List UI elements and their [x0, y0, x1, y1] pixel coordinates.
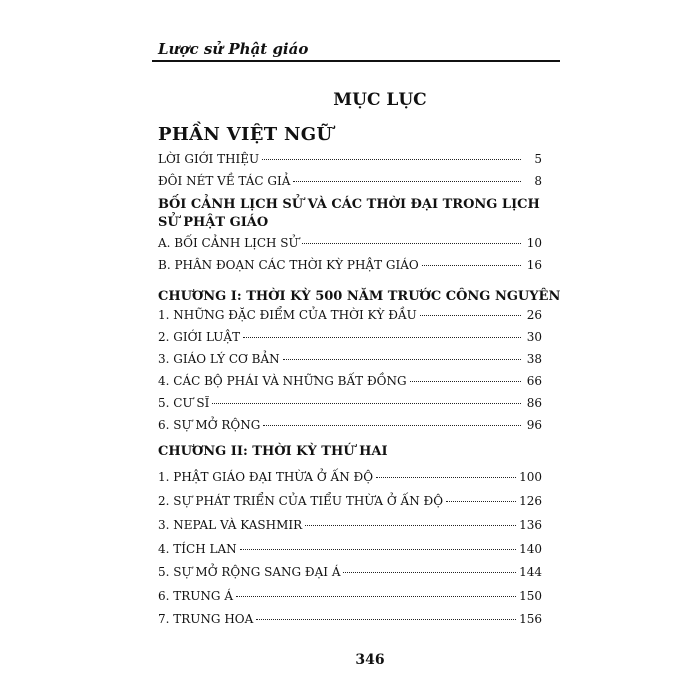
entry-page-number: 26	[526, 308, 542, 322]
dot-leader	[256, 619, 516, 620]
entry-label: 6. SỰ MỞ RỘNG	[158, 418, 261, 432]
dot-leader	[376, 477, 516, 478]
toc-entry	[158, 542, 542, 560]
dot-leader	[263, 425, 521, 426]
entry-page-number: 8	[534, 174, 542, 188]
entry-label: ĐÔI NÉT VỀ TÁC GIẢ	[158, 174, 291, 188]
entry-label: 5. SỰ MỞ RỘNG SANG ĐẠI Á	[158, 565, 341, 579]
toc-entry	[158, 589, 542, 607]
dot-leader	[236, 596, 516, 597]
dot-leader	[262, 159, 521, 160]
toc-entry	[158, 330, 542, 348]
dot-leader	[302, 243, 521, 244]
part-title: PHẦN VIỆT NGỮ	[158, 124, 333, 145]
page-number: 346	[355, 652, 385, 668]
entry-page-number: 150	[519, 589, 542, 603]
entry-label: 3. GIÁO LÝ CƠ BẢN	[158, 352, 280, 366]
entry-label: 6. TRUNG Á	[158, 589, 233, 603]
dot-leader	[410, 381, 521, 382]
toc-entry	[158, 396, 542, 414]
toc-entry	[158, 308, 542, 326]
dot-leader	[293, 181, 521, 182]
toc-entry	[158, 418, 542, 436]
entry-label: 7. TRUNG HOA	[158, 612, 254, 626]
toc-entry	[158, 494, 542, 512]
toc-title: MỤC LỤC	[333, 90, 427, 110]
dot-leader	[212, 403, 521, 404]
entry-page-number: 136	[519, 518, 542, 532]
entry-page-number: 140	[519, 542, 542, 556]
entry-page-number: 96	[526, 418, 542, 432]
toc-entry	[158, 352, 542, 370]
entry-label: 4. CÁC BỘ PHÁI VÀ NHỮNG BẤT ĐỒNG	[158, 374, 407, 388]
dot-leader	[283, 359, 521, 360]
section-heading: BỐI CẢNH LỊCH SỬ VÀ CÁC THỜI ĐẠI TRONG LỊCH SỬ PHẬT GIÁO	[158, 197, 540, 230]
dot-leader	[305, 525, 516, 526]
entry-label: A. BỐI CẢNH LỊCH SỬ	[158, 236, 299, 250]
toc-entry	[158, 152, 542, 170]
toc-entry	[158, 374, 542, 392]
entry-label: 1. PHẬT GIÁO ĐẠI THỪA Ở ẤN ĐỘ	[158, 470, 374, 484]
toc-entry	[158, 565, 542, 583]
entry-page-number: 156	[519, 612, 542, 626]
header-rule	[152, 60, 560, 62]
entry-page-number: 5	[534, 152, 542, 166]
toc-entry	[158, 518, 542, 536]
entry-page-number: 100	[519, 470, 542, 484]
toc-entry	[158, 258, 542, 276]
entry-page-number: 86	[526, 396, 542, 410]
dot-leader	[240, 549, 516, 550]
toc-entry	[158, 470, 542, 488]
entry-label: 5. CƯ SĨ	[158, 396, 210, 410]
entry-page-number: 16	[526, 258, 542, 272]
running-header: Lược sử Phật giáo	[158, 40, 309, 58]
entry-page-number: 66	[526, 374, 542, 388]
dot-leader	[420, 315, 521, 316]
entry-label: LỜI GIỚI THIỆU	[158, 152, 260, 166]
entry-page-number: 144	[519, 565, 542, 579]
dot-leader	[422, 265, 521, 266]
chapter-heading: CHƯƠNG II: THỜI KỲ THỨ HAI	[158, 444, 388, 459]
entry-page-number: 126	[519, 494, 542, 508]
toc-entry	[158, 236, 542, 254]
dot-leader	[343, 572, 516, 573]
entry-label: 2. SỰ PHÁT TRIỂN CỦA TIỂU THỪA Ở ẤN ĐỘ	[158, 494, 444, 508]
dot-leader	[243, 337, 521, 338]
toc-entry	[158, 612, 542, 630]
entry-page-number: 10	[526, 236, 542, 250]
entry-label: 4. TÍCH LAN	[158, 542, 237, 556]
dot-leader	[446, 501, 516, 502]
entry-page-number: 30	[526, 330, 542, 344]
entry-label: B. PHÂN ĐOẠN CÁC THỜI KỲ PHẬT GIÁO	[158, 258, 419, 272]
toc-entry	[158, 174, 542, 192]
entry-label: 1. NHỮNG ĐẶC ĐIỂM CỦA THỜI KỲ ĐẦU	[158, 308, 417, 322]
entry-label: 3. NEPAL VÀ KASHMIR	[158, 518, 303, 532]
chapter-heading: CHƯƠNG I: THỜI KỲ 500 NĂM TRƯỚC CÔNG NGUYÊN	[158, 289, 561, 304]
entry-label: 2. GIỚI LUẬT	[158, 330, 241, 344]
entry-page-number: 38	[526, 352, 542, 366]
